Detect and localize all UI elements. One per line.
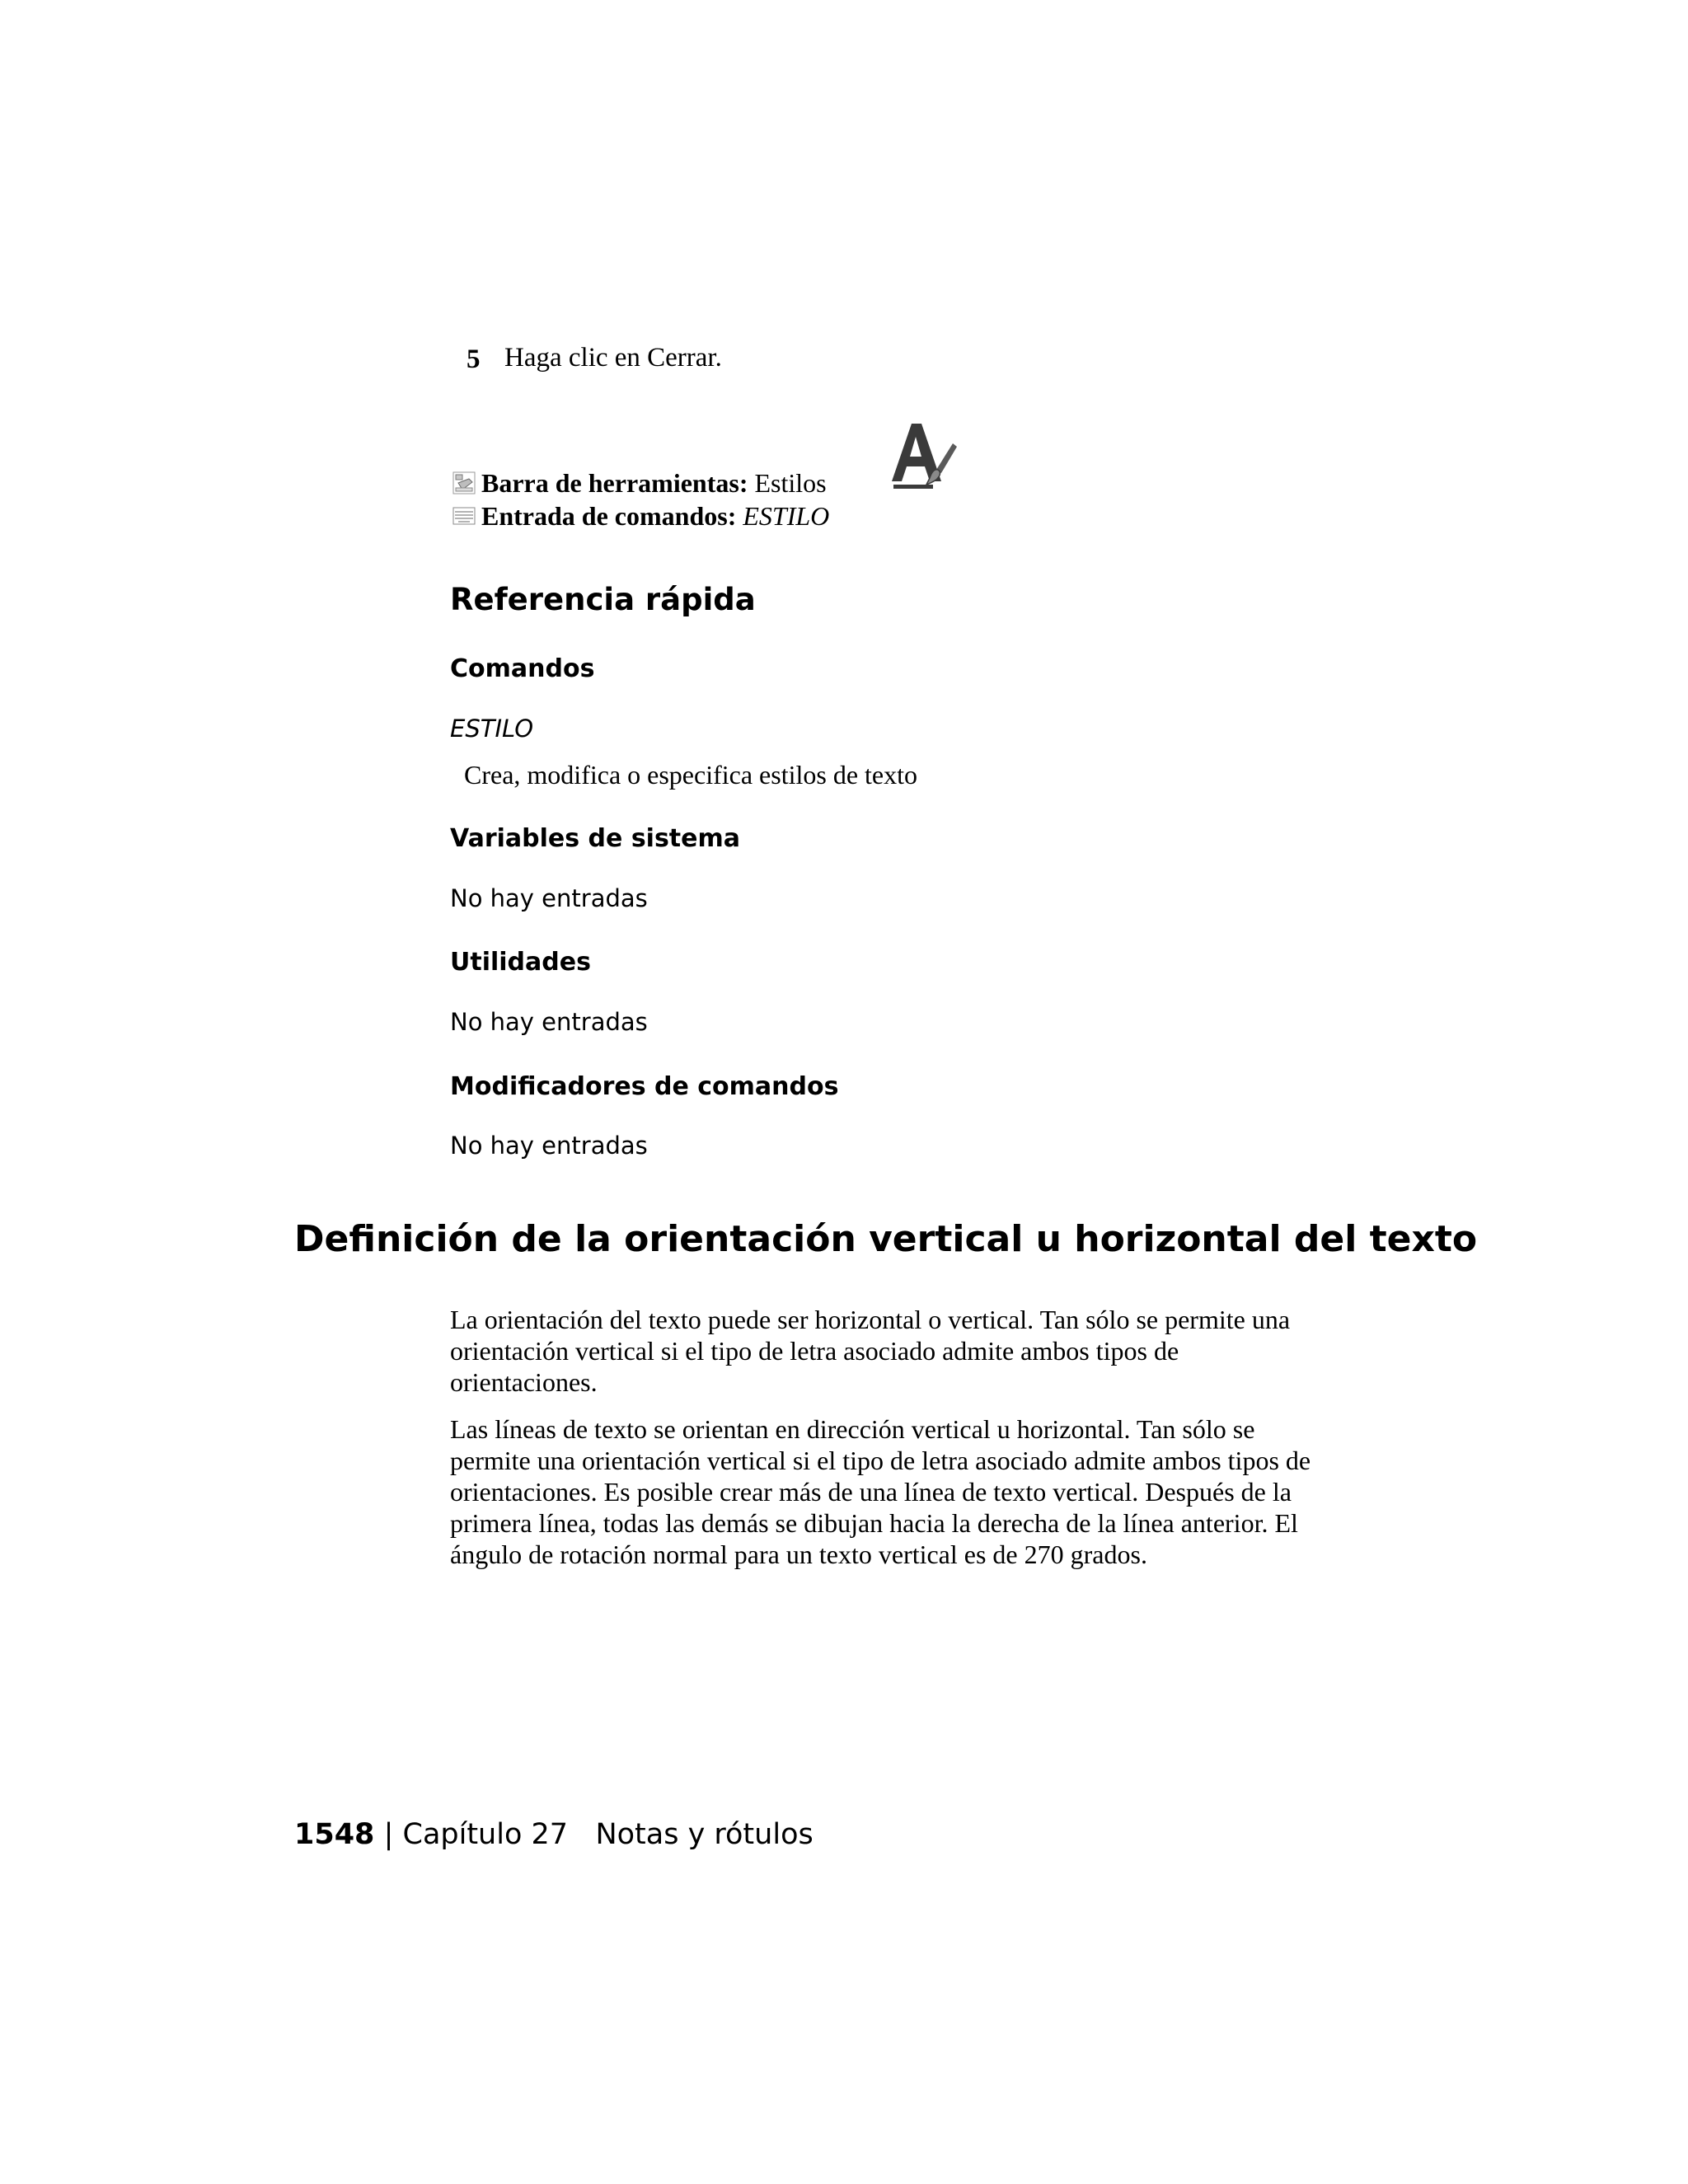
paragraph-1: La orientación del texto puede ser horizontal o vertical. Tan sólo se permite una orientación vertical si el tipo de letra asociado admite ambos tipos de orientaciones.: [450, 1305, 1291, 1397]
command-entry-label: Entrada de comandos:: [481, 501, 737, 531]
section-title: Definición de la orientación vertical u horizontal del texto: [294, 1218, 1478, 1260]
page-footer: [294, 1818, 814, 1851]
chapter-title: Notas y rótulos: [595, 1818, 814, 1851]
command-entry-value: ESTILO: [743, 501, 830, 531]
page-number: 1548: [294, 1818, 375, 1851]
quick-reference-title: Referencia rápida: [450, 582, 756, 617]
toolbar-icon: [452, 471, 476, 494]
keyboard-icon: [452, 505, 476, 527]
paragraph-2: Las líneas de texto se orientan en dirección vertical u horizontal. Tan sólo se permite una orientación vertical si el tipo de letra asociado admite ambos tipos de orientaciones. Es posible crear más de una línea de texto vertical. Después de la primera línea, todas las demás se dibujan hacia la derecha de la línea anterior. El ángulo de rotación normal para un texto vertical es de 270 grados.: [450, 1414, 1311, 1569]
toolbar-label: Barra de herramientas:: [481, 468, 748, 498]
modifiers-text: No hay entradas: [450, 1132, 648, 1160]
footer-separator: |: [383, 1818, 394, 1851]
utilities-heading: Utilidades: [450, 948, 591, 977]
modifiers-heading: Modificadores de comandos: [450, 1072, 839, 1101]
command-name: ESTILO: [450, 715, 534, 743]
chapter-label: Capítulo 27: [402, 1818, 569, 1851]
commands-heading: Comandos: [450, 654, 595, 683]
sysvars-text: No hay entradas: [450, 884, 648, 912]
step-text: Haga clic en Cerrar.: [504, 343, 722, 373]
step-number: 5: [467, 344, 481, 374]
toolbar-value: Estilos: [754, 468, 827, 498]
command-description: Crea, modifica o especifica estilos de texto: [464, 760, 918, 790]
toolbar-entry: [481, 468, 827, 499]
command-entry: [481, 501, 829, 532]
text-style-icon: [889, 420, 958, 491]
utilities-text: No hay entradas: [450, 1008, 648, 1036]
sysvars-heading: Variables de sistema: [450, 824, 741, 853]
